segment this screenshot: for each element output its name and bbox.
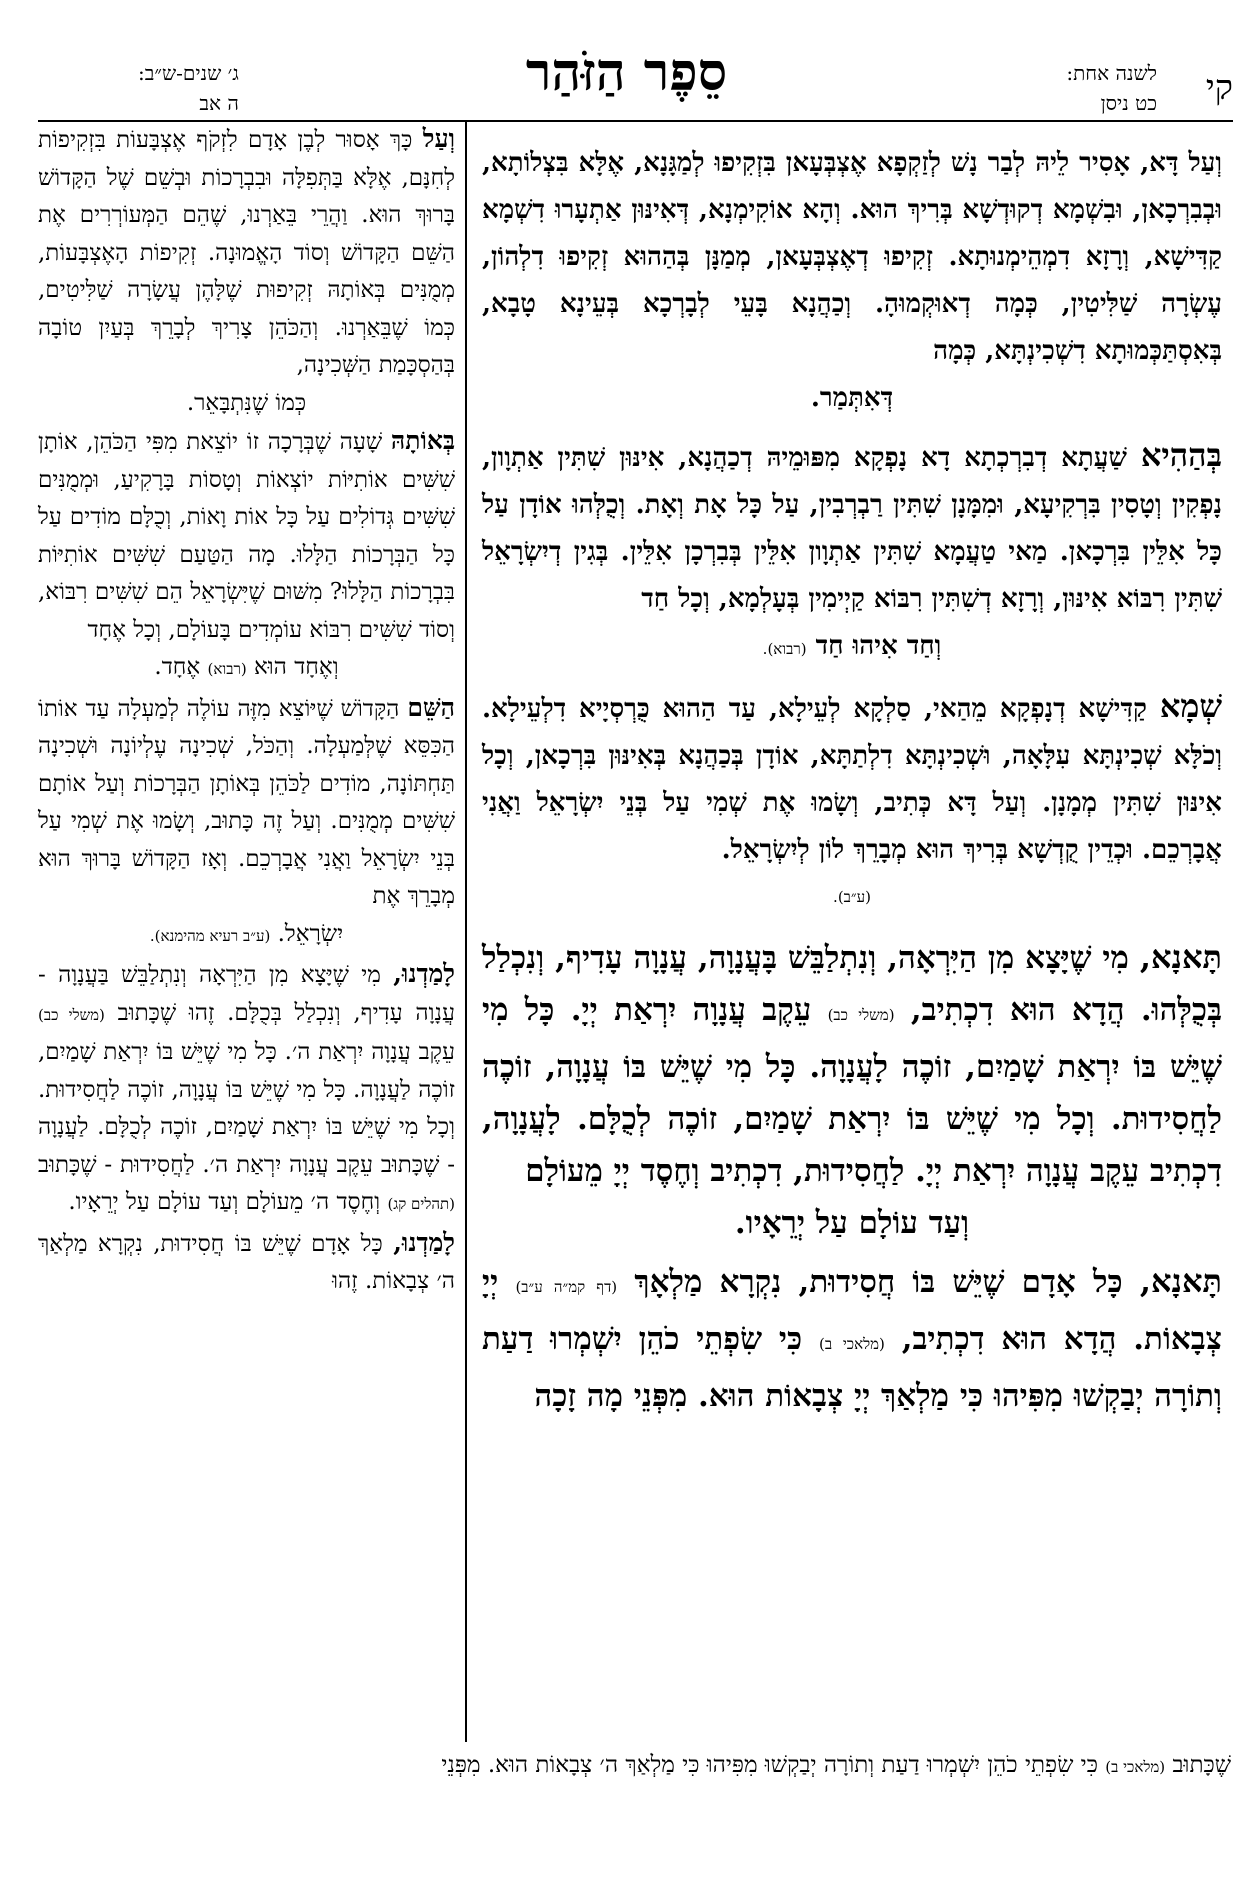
side-p1-lead: וְעַל — [422, 124, 455, 153]
side-p4-text-b: עֵקֶב עֲנָוָה יִרְאַת ה׳. כָּל מִי שֶׁיֵּשׁ בּוֹ יִרְאַת שָׁמַיִם, זוֹכֶה לַעֲנָוָה. כָּל מִי שֶׁיֵּשׁ בּוֹ עֲנָוָה, זוֹכֶה לַחֲסִידוּת. וְכָל מִי שֶׁיֵּשׁ בּוֹ יִרְאַת שָׁמַיִם, זוֹכֶה לְכֻלָּם. לַעֲנָוָה - שֶׁכָּתוּב עֵקֶב עֲנָוָה יִרְאַת ה׳. לַחֲסִידוּת - שֶׁכָּתוּב — [38, 1039, 455, 1178]
main-p5-text-c: כִּי שִׂפְתֵי כֹהֵן יִשְׁמְרוּ דַעַת וְתוֹרָה יְבַקְשׁוּ מִפִּיהוּ כִּי מַלְאַךְ יְיָ צְבָאוֹת הוּא. מִפְּנֵי מָה זָכָה — [482, 1321, 1222, 1414]
side-paragraph-2 — [38, 422, 455, 689]
main-p5-lead: תָּאנָא, — [1139, 1262, 1223, 1300]
book-title: סֵפֶר הַזֹּהַר — [525, 42, 728, 103]
main-p1-end: דְּאִתְּמַר. — [810, 383, 894, 413]
side-paragraph-5 — [38, 1224, 455, 1301]
side-paragraph-1 — [38, 120, 455, 422]
main-p4-lead: תָּאנָא, — [1139, 938, 1222, 976]
main-paragraph-2 — [482, 432, 1222, 673]
main-p4-text-b: עֵקֶב עֲנָוָה יִרְאַת יְיָ. כָּל מִי שֶׁיֵּשׁ בּוֹ יִרְאַת שָׁמַיִם, זוֹכֶה לָעֲנָוָה. כָּל מִי שֶׁיֵּשׁ בּוֹ עֲנָוָה, זוֹכֶה לַחֲסִידוּת. וְכָל מִי שֶׁיֵּשׁ בּוֹ יִרְאַת שָׁמַיִם, זוֹכֶה לְכֻלָּם. לָעֲנָוָה, דִכְתִיב עֵקֶב עֲנָוָה יִרְאַת יְיָ. לַחֲסִידוּת, דִכְתִיב וְחֶסֶד יְיָ מֵעוֹלָם — [482, 992, 1222, 1189]
main-p4-end: וְעַד עוֹלָם עַל יְרֵאָיו. — [734, 1205, 970, 1241]
side-p4-text-c: וְחֶסֶד ה׳ מֵעוֹלָם וְעַד עוֹלָם עַל יְרֵאָיו. — [68, 1189, 388, 1215]
page-number: קי — [1205, 68, 1233, 108]
main-p3-lead: שְׁמָא — [1159, 687, 1222, 725]
side-p3-end-line — [38, 916, 455, 956]
main-p2-text: שַׁעֲתָא דְבִרְכְתָא דָא נָפְקָא מִפּוּמֵיהּ דְכַהֲנָא, אִינּוּן שִׁתִּין אַתְוָון, נָפְקִין וְטָסִין בִּרְקִיעָא, וּמִמָּנָן שִׁתִּין רַבְרְבִין, עַל כָּל אָת וְאָת. וְכֻלְּהוּ אוֹדָן עַל כָּל אִלֵּין בִּרְכָאן. מַאי טַעֲמָא שִׁתִּין אַתְוָון אִלֵּין בְּבִרְכָן אִלֵּין. בְּגִין דְיִשְׂרָאֵל שִׁתִּין רִבּוֹא אִינּוּן, וְרָזָא דְשִׁתִּין רִבּוֹא קַיְימִין בְּעָלְמָא, וְכָל חַד — [482, 443, 1222, 614]
side-p4-ref: (משלי כב) — [38, 1005, 105, 1024]
header-left-info — [138, 58, 239, 118]
side-p2-end-line — [38, 649, 455, 689]
bottom-continuation-line — [38, 1745, 1231, 1787]
side-p4-ref2: (תהלים קג) — [387, 1195, 455, 1213]
side-p2-end-small: (רבוא) — [207, 660, 247, 678]
main-p2-end-small: (רבוא). — [762, 640, 807, 658]
main-p5-ref1: (דף קמ״ה ע״ב) — [515, 1278, 618, 1296]
column-divider — [465, 122, 467, 1742]
side-p3-text: הַקָּדוֹשׁ שֶׁיּוֹצֵא מִזֶּה עוֹלֶה לְמַעְלָה עַד אוֹתוֹ הַכִּסֵּא שֶׁלְּמַעְלָה. וְהַכֹּל, שְׁכִינָה עֶלְיוֹנָה וּשְׁכִינָה תַּחְתּוֹנָה, מוֹדִים לַכֹּהֵן בְּאוֹתָן הַבְּרָכוֹת וְעַל אוֹתָם שִׁשִּׁים מְמֻנִּים. וְעַל זֶה כָּתוּב, וְשָׂמוּ אֶת שְׁמִי עַל בְּנֵי יִשְׂרָאֵל וַאֲנִי אֲבָרְכֵם. וְאָז הַקָּדוֹשׁ בָּרוּךְ הוּא מְבָרֵךְ אֶת — [38, 695, 455, 909]
main-paragraph-3 — [482, 683, 1222, 921]
main-p5-text-a: כָּל אָדָם שֶׁיֵּשׁ בּוֹ חֲסִידוּת, נִקְרָא מַלְאָךְ — [634, 1264, 1140, 1300]
side-p3-end-small: (ע״ב רעיא מהימנא). — [149, 926, 271, 945]
main-p2-end: וְחַד אִיהוּ חַד — [815, 631, 942, 661]
bottom-text-b: כִּי שִׂפְתֵי כֹהֵן יִשְׁמְרוּ דַעַת וְתוֹרָה יְבַקְשׁוּ מִפִּיהוּ כִּי מַלְאַךְ ה׳ צְבָאוֹת הוּא. מִפְּנֵי — [441, 1752, 1106, 1778]
main-paragraph-5 — [482, 1255, 1222, 1422]
main-p5-ref2: (מלאכי ב) — [819, 1335, 885, 1353]
side-p2-lead: בְּאוֹתָהּ — [390, 426, 455, 455]
side-p2-end2: אֶחָד. — [154, 654, 208, 680]
side-p1-end: כְּמוֹ שֶׁנִּתְבָּאֵר. — [186, 389, 307, 416]
main-paragraph-4 — [482, 931, 1222, 1249]
main-p2-lead: בְּהַהִיא — [1140, 436, 1222, 474]
side-p3-end: יִשְׂרָאֵל. — [277, 920, 344, 947]
main-p5-text-b: יְיָ צְבָאוֹת. הֲדָא הוּא דִכְתִיב, — [482, 1264, 1222, 1357]
side-p4-text: מִי שֶׁיָּצָא מִן הַיִּרְאָה וְנִתְלַבֵּשׁ בַּעֲנָוָה - עֲנָוָה עָדִיף, וְנִכְלַל בְּכֻלָּם. זֶהוּ שֶׁכָּתוּב — [38, 962, 456, 1026]
translation-column — [38, 120, 455, 1301]
side-p1-text: כָּךְ אָסוּר לְבֶן אָדָם לִזְקֹף אֶצְבָּעוֹת בִּזְקִיפוֹת לְחִנָּם, אֶלָּא בַּתְּפִלָּה וּבִבְרָכוֹת וּבְשֵׁם שֶׁל הַקָּדוֹשׁ בָּרוּךְ הוּא. וַהֲרֵי בֵּאַרְנוּ, שֶׁהֵם הַמְּעוֹרְרִים אֶת הַשֵּׁם הַקָּדוֹשׁ וְסוֹד הָאֱמוּנָה. זְקִיפוֹת הָאֶצְבָּעוֹת, מְמֻנִּים בְּאוֹתָהּ זְקִיפוּת שֶׁלָּהֶן עֲשָׂרָה שַׁלִּיטִים, כְּמוֹ שֶׁבֵּאַרְנוּ. וְהַכֹּהֵן צָרִיךְ לְבָרֵךְ בְּעַיִן טוֹבָה בְּהַסְכָּמַת הַשְּׁכִינָה, — [38, 127, 455, 378]
side-p5-lead: לָמַדְנוּ, — [393, 1227, 455, 1257]
main-p4-text-a: מִי שֶׁיָּצָא מִן הַיִּרְאָה, וְנִתְלַבֵּשׁ בָּעֲנָוָה, עֲנָוָה עָדִיף, וְנִכְלַל בְּכֻלְּהוּ. הֲדָא הוּא דִכְתִיב, — [482, 940, 1223, 1028]
side-p3-lead: הַשֵּׁם — [407, 692, 455, 722]
main-p2-end-line — [482, 623, 1222, 673]
header-left-line2: ה אב — [199, 91, 239, 115]
main-p1-text: וְעַל דָּא, אָסִיר לֵיהּ לְבַר נָשׁ לְזַקְפָא אֶצְבְּעָאן בִּזְקִיפוּ לְמַגָּנָא, אֶלָּא בִּצְלוֹתָא, וּבְבִרְכָאן, וּבִשְׁמָא דְקוּדְשָׁא בְּרִיךְ הוּא. וְהָא אוֹקִימְנָא, דְּאִינּוּן אַתְעָרוּ דִשְׁמָא קַדִּישָׁא, וְרָזָא דִמְהֵימְנוּתָא. זְקִיפוּ דְאֶצְבְּעָאן, מְמַנָּן בְּהַהוּא זְקִיפוּ דִלְהוֹן, עֶשְׂרָה שַׁלִּיטִין, כְּמָה דְאוּקְמוּהָ. וְכַהֲנָא בָּעֵי לְבָרְכָא בְּעֵינָא טָבָא, בְּאִסְתַּכְּמוּתָא דִשְׁכִינְתָּא, כְּמָה — [482, 148, 1222, 366]
side-p5-text: כָּל אָדָם שֶׁיֵּשׁ בּוֹ חֲסִידוּת, נִקְרָא מַלְאַךְ ה׳ צְבָאוֹת. זֶהוּ — [38, 1230, 455, 1294]
side-paragraph-3 — [38, 689, 455, 956]
header-left-line1: ג׳ שנים-ש״ב: — [138, 61, 239, 85]
bottom-ref: (מלאכי ב) — [1105, 1758, 1166, 1776]
side-p4-lead: לָמַדְנוּ, — [393, 959, 455, 988]
main-p3-text: קַדִּישָׁא דְנָפְקָא מֵהַאי, סַלְקָא לְעֵילָא, עַד הַהוּא כֻּרְסְיָיא דִלְעֵילָא. וְכֹלָּא שְׁכִינְתָּא עִלָּאָה, וּשְׁכִינְתָּא דִלְתַתָּא, אוֹדָן בְּכַהֲנָא בְּאִינּוּן בִּרְכָאן, וְכָל אִינּוּן שִׁתִּין מְמָנָן. וְעַל דָּא כְּתִיב, וְשָׂמוּ אֶת שְׁמִי עַל בְּנֵי יִשְׂרָאֵל וַאֲנִי אֲבָרְכֵם. וּכְדֵין קֻדְשָׁא בְּרִיךְ הוּא מְבָרֵךְ לוֹן לְיִשְׂרָאֵל. — [482, 694, 1222, 865]
side-p2-end: וְאֶחָד הוּא — [253, 654, 339, 680]
bottom-text-a: שֶׁכָּתוּב — [1172, 1752, 1231, 1778]
header-right-line2: כט ניסן — [1100, 91, 1157, 115]
main-text-column — [482, 140, 1222, 1428]
main-paragraph-1 — [482, 140, 1222, 422]
main-p4-ref: (משלי כב) — [827, 1006, 895, 1024]
header-right-line1: לשנה אחת: — [1066, 61, 1157, 85]
side-p2-text: שָׁעָה שֶׁבְּרָכָה זוֹ יוֹצֵאת מִפִּי הַכֹּהֵן, אוֹתָן שִׁשִּׁים אוֹתִיּוֹת יוֹצְאוֹת וְטָסוֹת בָּרָקִיעַ, וּמְמֻנִּים שִׁשִּׁים גְּדוֹלִים עַל כָּל אוֹת וָאוֹת, וְכֻלָּם מוֹדִים עַל כָּל הַבְּרָכוֹת הַלָּלוּ. מָה הַטַּעַם שִׁשִּׁים אוֹתִיּוֹת בִּבְרָכוֹת הַלָּלוּ? מִשּׁוּם שֶׁיִּשְׂרָאֵל הֵם שִׁשִּׁים רִבּוֹא, וְסוֹד שִׁשִּׁים רִבּוֹא עוֹמְדִים בָּעוֹלָם, וְכָל אֶחָד — [38, 429, 455, 643]
side-paragraph-4 — [38, 955, 455, 1224]
main-p3-ref: (ע״ב). — [833, 888, 871, 906]
